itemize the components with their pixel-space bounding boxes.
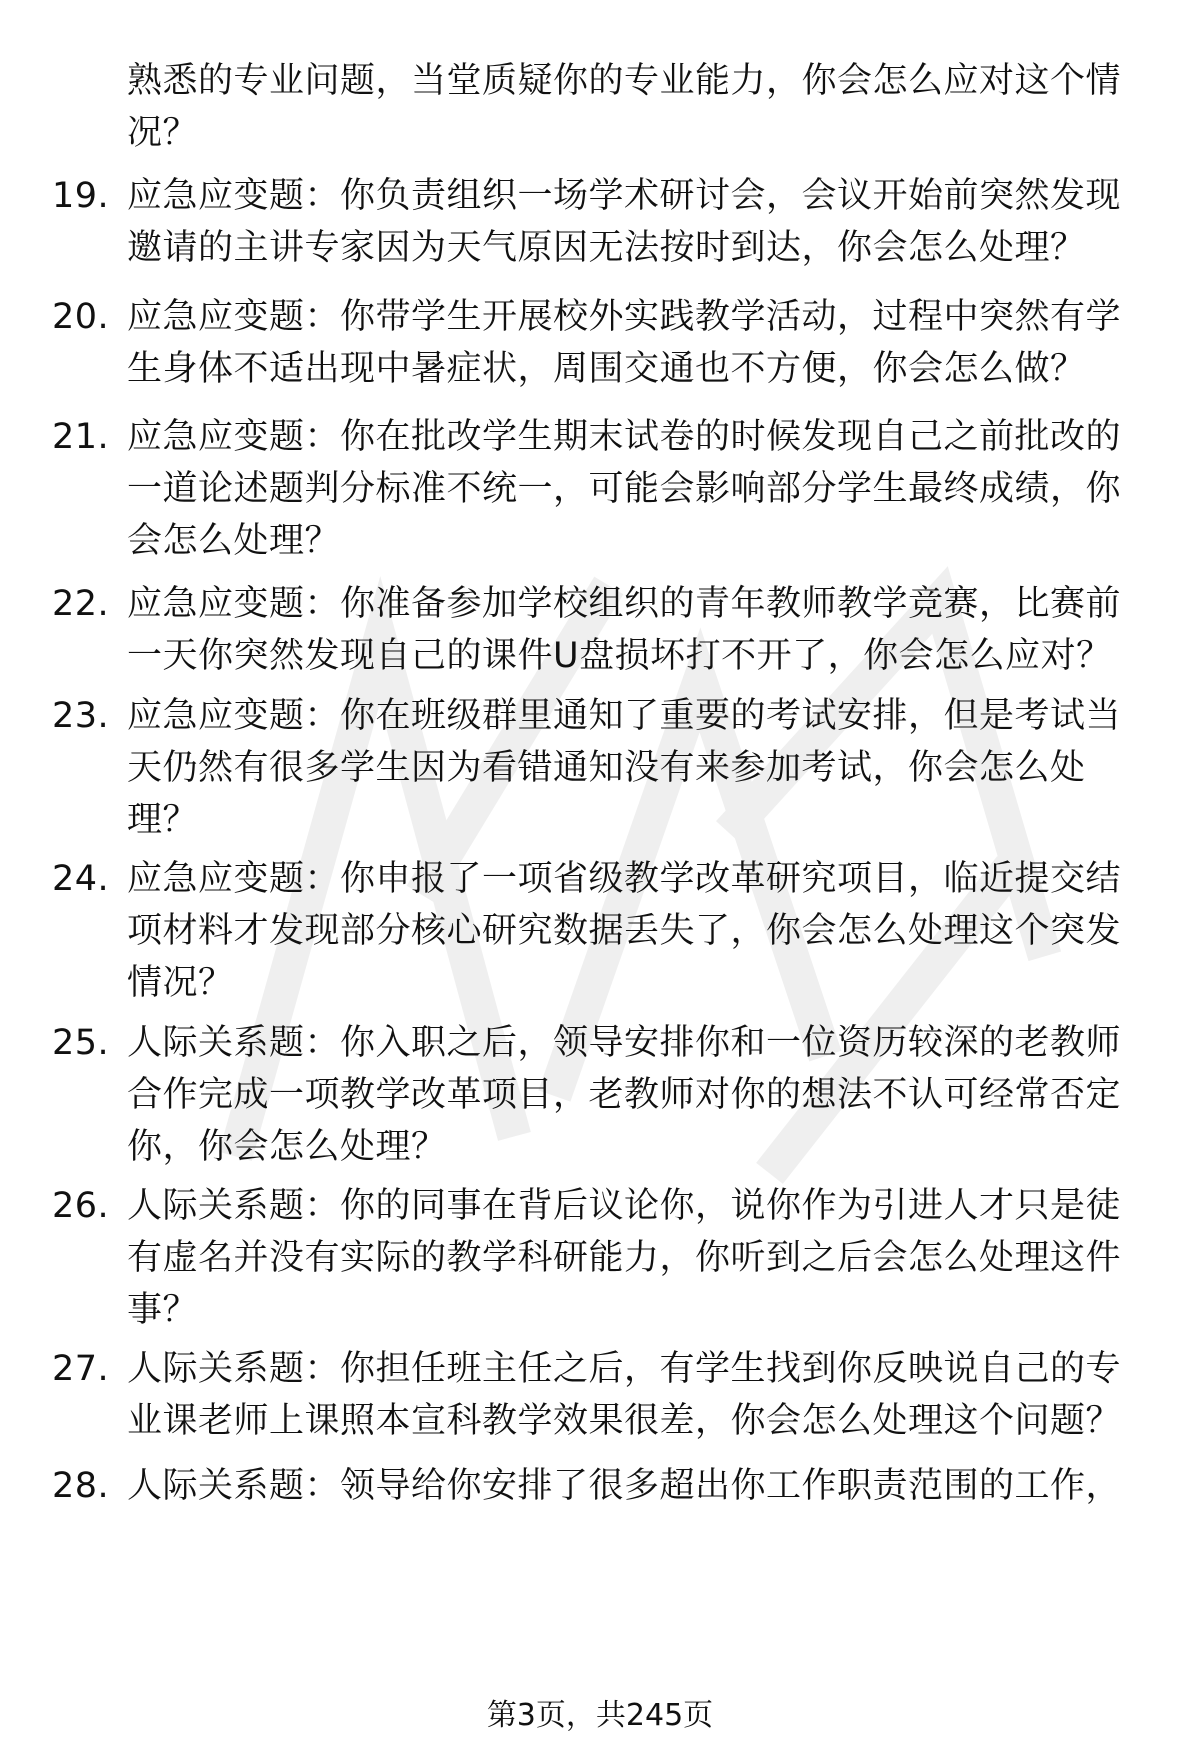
item-text: 应急应变题：你准备参加学校组织的青年教师教学竞赛，比赛前一天你突然发现自己的课件U盘损坏打不开了，你会怎么应对？ bbox=[127, 584, 1122, 676]
item-text: 应急应变题：你负责组织一场学术研讨会，会议开始前突然发现邀请的主讲专家因为天气原因无法按时到达，你会怎么处理？ bbox=[127, 176, 1122, 268]
item-text: 人际关系题：领导给你安排了很多超出你工作职责范围的工作， bbox=[127, 1466, 1122, 1506]
item-number: 22. bbox=[52, 584, 110, 624]
item-text: 应急应变题：你在班级群里通知了重要的考试安排，但是考试当天仍然有很多学生因为看错通知没有来参加考试，你会怎么处理？ bbox=[127, 696, 1122, 840]
item-number: 28. bbox=[52, 1466, 110, 1506]
item-number: 23. bbox=[52, 696, 110, 736]
item-text: 人际关系题：你的同事在背后议论你，说你作为引进人才只是徒有虚名并没有实际的教学科研能力，你听到之后会怎么处理这件事？ bbox=[127, 1186, 1122, 1330]
item-text: 应急应变题：你在批改学生期末试卷的时候发现自己之前批改的一道论述题判分标准不统一，可能会影响部分学生最终成绩，你会怎么处理？ bbox=[127, 417, 1122, 561]
page-number: 第3页，共245页 bbox=[486, 1698, 714, 1733]
item-text: 应急应变题：你申报了一项省级教学改革研究项目，临近提交结项材料才发现部分核心研究数据丢失了，你会怎么处理这个突发情况？ bbox=[127, 859, 1122, 1003]
item-number: 27. bbox=[52, 1349, 110, 1389]
item-number: 24. bbox=[52, 859, 110, 899]
item-number: 19. bbox=[52, 176, 110, 216]
item-number: 25. bbox=[52, 1023, 110, 1063]
item-number: 20. bbox=[52, 297, 110, 337]
item-text: 人际关系题：你入职之后，领导安排你和一位资历较深的老教师合作完成一项教学改革项目，老教师对你的想法不认可经常否定你，你会怎么处理？ bbox=[127, 1023, 1122, 1167]
item-text: 人际关系题：你担任班主任之后，有学生找到你反映说自己的专业课老师上课照本宣科教学效果很差，你会怎么处理这个问题？ bbox=[127, 1349, 1122, 1441]
continued-question-text: 熟悉的专业问题，当堂质疑你的专业能力，你会怎么应对这个情况？ bbox=[127, 61, 1122, 153]
item-number: 21. bbox=[52, 417, 110, 457]
item-number: 26. bbox=[52, 1186, 110, 1226]
item-text: 应急应变题：你带学生开展校外实践教学活动，过程中突然有学生身体不适出现中暑症状，周围交通也不方便，你会怎么做？ bbox=[127, 297, 1122, 389]
